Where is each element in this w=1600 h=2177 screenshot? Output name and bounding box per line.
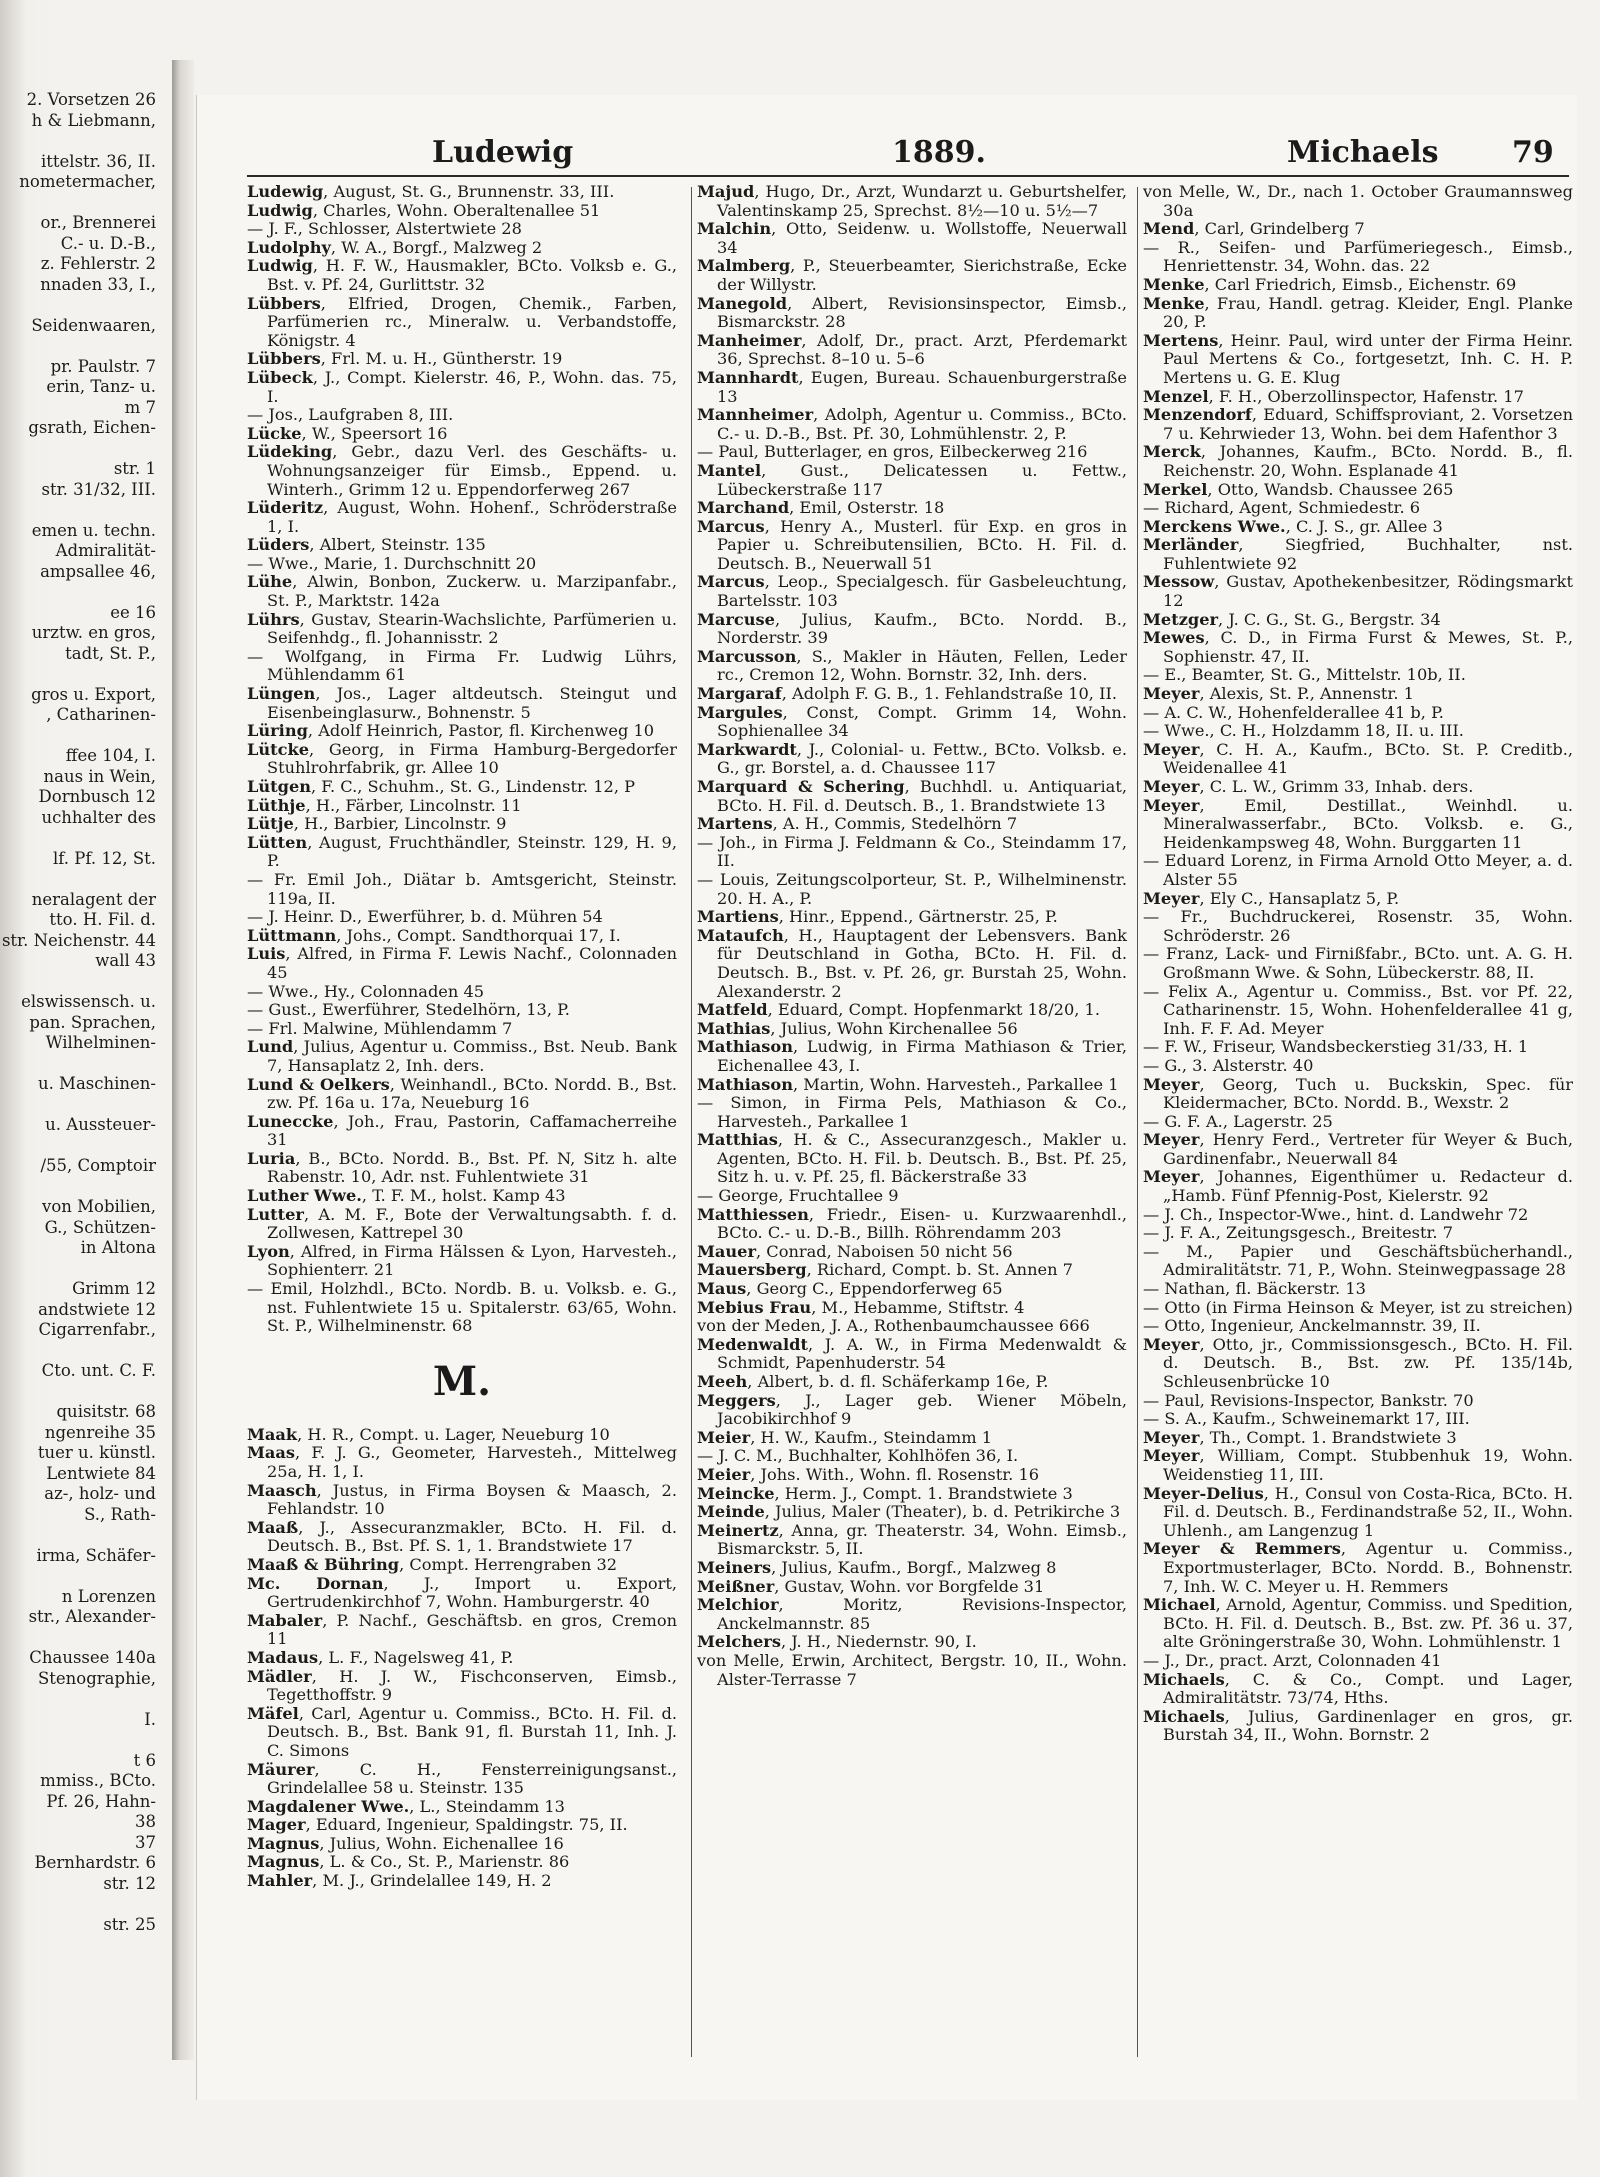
directory-entry: Mewes, C. D., in Firma Furst & Mewes, St. P., Sophienstr. 47, II. — [1143, 628, 1573, 666]
directory-entry: Michael, Arnold, Agentur, Commiss. und Spedition, BCto. H. Fil. d. Deutsch. B., Bst. zw. Pf. 36 u. 37, alte Gröningerstraße 30, Wohn. Lohmühlenstr. 1 — [1143, 1595, 1573, 1652]
prev-page-line: urztw. en gros, — [31, 623, 156, 642]
prev-page-line: 38 — [135, 1812, 156, 1831]
directory-page — [196, 95, 1577, 2100]
directory-entry: Meier, Johs. With., Wohn. fl. Rosenstr. 16 — [697, 1464, 1040, 1484]
prev-page-line: ngenreihe 35 — [44, 1422, 156, 1442]
prev-page-line: z. Fehlerstr. 2 — [40, 254, 156, 273]
directory-entry: — Frl. Malwine, Mühlendamm 7 — [247, 1018, 513, 1038]
directory-entry: Magnus, Julius, Wohn. Eichenallee 16 — [247, 1833, 564, 1853]
directory-entry: — G., 3. Alsterstr. 40 — [1143, 1055, 1314, 1075]
prev-page-line: u. Maschinen- — [37, 1074, 156, 1093]
directory-entry: — Eduard Lorenz, in Firma Arnold Otto Meyer, a. d. Alster 55 — [1143, 851, 1573, 889]
directory-entry: Mager, Eduard, Ingenieur, Spaldingstr. 75, II. — [247, 1815, 628, 1835]
prev-page-line: mmiss., BCto. — [40, 1771, 156, 1790]
prev-page-line: Chaussee 140a — [29, 1648, 156, 1667]
directory-entry: Marquard & Schering, Buchhdl. u. Antiquariat, BCto. H. Fil. d. Deutsch. B., 1. Brandstwiete 13 — [697, 777, 1127, 815]
prev-page-line: n Lorenzen — [61, 1586, 156, 1606]
directory-entry: Margaraf, Adolph F. G. B., 1. Fehlandstraße 10, II. — [697, 684, 1118, 704]
directory-entry: Merckens Wwe., C. J. S., gr. Allee 3 — [1143, 516, 1443, 536]
column-3-entries — [1143, 183, 1573, 1745]
header-left-keyword: Ludewig — [432, 135, 574, 170]
directory-entry: Meißner, Gustav, Wohn. vor Borgfelde 31 — [697, 1576, 1045, 1596]
directory-entry: Malchin, Otto, Seidenw. u. Wollstoffe, Neuerwall 34 — [697, 219, 1127, 257]
directory-entry: Michaels, Julius, Gardinenlager en gros, gr. Burstah 34, II., Wohn. Bornstr. 2 — [1143, 1706, 1573, 1745]
directory-entry: Lütje, H., Barbier, Lincolnstr. 9 — [247, 814, 507, 834]
directory-entry: — A. C. W., Hohenfelderallee 41 b, P. — [1143, 702, 1444, 722]
directory-entry: Lübeck, J., Compt. Kielerstr. 46, P., Wohn. das. 75, I. — [247, 367, 677, 406]
directory-entry: Mantel, Gust., Delicatessen u. Fettw., Lübeckerstraße 117 — [697, 460, 1127, 499]
directory-entry: — F. W., Friseur, Wandsbeckerstieg 31/33, H. 1 — [1143, 1037, 1529, 1057]
directory-entry: Menke, Frau, Handl. getrag. Kleider, Engl. Planke 20, P. — [1143, 293, 1573, 332]
directory-entry: Matthias, H. & C., Assecuranzgesch., Makler u. Agenten, BCto. H. Fil. b. Deutsch. B., Bst. Pf. 25, Sitz h. u. v. Pf. 25, fl. Bäckerstraße 33 — [697, 1130, 1127, 1187]
prev-page-line: Lentwiete 84 — [46, 1463, 156, 1483]
directory-entry: von der Meden, J. A., Rothenbaumchaussee 666 — [697, 1316, 1090, 1336]
prev-page-line: gros u. Export, — [31, 684, 156, 704]
directory-entry: Mend, Carl, Grindelberg 7 — [1143, 219, 1365, 239]
directory-entry: Mauer, Conrad, Naboisen 50 nicht 56 — [697, 1241, 1013, 1261]
prev-page-line: /55, Comptoir — [40, 1156, 156, 1175]
prev-page-line: quisitstr. 68 — [56, 1402, 156, 1421]
directory-entry: Lühe, Alwin, Bonbon, Zuckerw. u. Marzipanfabr., St. P., Marktstr. 142a — [247, 572, 677, 611]
directory-entry: Lübbers, Frl. M. u. H., Güntherstr. 19 — [247, 349, 563, 369]
directory-entry: Madaus, L. F., Nagelsweg 41, P. — [247, 1647, 514, 1667]
directory-entry: — S. A., Kaufm., Schweinemarkt 17, III. — [1143, 1409, 1470, 1429]
directory-entry: von Melle, Erwin, Architect, Bergstr. 10, II., Wohn. Alster-Terrasse 7 — [697, 1650, 1127, 1689]
prev-page-line: emen u. techn. — [31, 520, 156, 540]
prev-page-line: or., Brennerei — [40, 213, 156, 232]
directory-entry: Magdalener Wwe., L., Steindamm 13 — [247, 1796, 565, 1816]
directory-entry: Mäurer, C. H., Fensterreinigungsanst., Grindelallee 58 u. Steinstr. 135 — [247, 1759, 677, 1798]
directory-entry: Maak, H. R., Compt. u. Lager, Neueburg 10 — [247, 1424, 610, 1444]
directory-entry: Merkel, Otto, Wandsb. Chaussee 265 — [1143, 479, 1454, 499]
prev-page-line: tto. H. Fil. d. — [49, 910, 156, 929]
column-2 — [697, 183, 1127, 1689]
directory-entry: Marcuse, Julius, Kaufm., BCto. Nordd. B., Norderstr. 39 — [697, 609, 1127, 648]
directory-entry: Marchand, Emil, Osterstr. 18 — [697, 498, 945, 518]
header-rule — [247, 175, 1569, 177]
directory-entry: Meyer, C. L. W., Grimm 33, Inhab. ders. — [1143, 777, 1474, 796]
directory-entry: — Jos., Laufgraben 8, III. — [247, 405, 454, 425]
section-letter: M. — [432, 1357, 492, 1405]
prev-page-line: m 7 — [124, 397, 156, 417]
directory-entry: — Franz, Lack- und Firnißfabr., BCto. unt. A. G. H. Großmann Wwe. & Sohn, Lübeckerstr. 88, II. — [1143, 944, 1573, 982]
directory-entry: Luria, B., BCto. Nordd. B., Bst. Pf. N, Sitz h. alte Rabenstr. 10, Adr. nst. Fuhlentwiete 31 — [247, 1148, 677, 1187]
directory-entry: Malmberg, P., Steuerbeamter, Sierichstraße, Ecke der Willystr. — [697, 256, 1127, 294]
directory-entry: Lüders, Albert, Steinstr. 135 — [247, 535, 486, 555]
prev-page-line: Admiralität- — [55, 541, 156, 560]
directory-entry: Menzel, F. H., Oberzollinspector, Hafenstr. 17 — [1143, 386, 1524, 406]
prev-page-line: wall 43 — [95, 951, 156, 970]
directory-entry: — J. Ch., Inspector-Wwe., hint. d. Landwehr 72 — [1143, 1204, 1529, 1224]
prev-page-line: 2. Vorsetzen 26 — [26, 90, 156, 109]
prev-page-line: Bernhardstr. 6 — [34, 1853, 156, 1872]
directory-entry: — Paul, Revisions-Inspector, Bankstr. 70 — [1143, 1390, 1474, 1410]
prev-page-line: Dornbusch 12 — [38, 787, 156, 806]
directory-entry: — Wwe., Hy., Colonnaden 45 — [247, 981, 485, 1001]
prev-page-line: erin, Tanz- u. — [46, 377, 156, 396]
directory-entry: — Emil, Holzhdl., BCto. Nordb. B. u. Volksb. e. G., nst. Fuhlentwiete 15 u. Spitalerstr. 63/65, Wohn. St. P., Wilhelminenstr. 68 — [247, 1279, 677, 1336]
directory-entry: Mathiason, Martin, Wohn. Harvesteh., Parkallee 1 — [697, 1074, 1119, 1094]
page-number: 79 — [1512, 135, 1554, 170]
prev-page-line: 37 — [135, 1832, 156, 1852]
directory-entry: Meyer, Th., Compt. 1. Brandstwiete 3 — [1143, 1427, 1457, 1447]
directory-entry: Mc. Dornan, J., Import u. Export, Gertrudenkirchhof 7, Wohn. Hamburgerstr. 40 — [247, 1573, 678, 1612]
directory-entry: — Nathan, fl. Bäckerstr. 13 — [1143, 1279, 1366, 1299]
prev-page-line: uchhalter des — [41, 807, 156, 827]
directory-entry: Mäfel, Carl, Agentur u. Commiss., BCto. H. Fil. d. Deutsch. B., Bst. Bank 91, fl. Burstah 11, Inh. J. C. Simons — [247, 1703, 677, 1760]
prev-page-line: tadt, St. P., — [65, 643, 156, 663]
directory-entry: Ludewig, August, St. G., Brunnenstr. 33, III. — [247, 182, 615, 201]
directory-entry: Meyer, Georg, Tuch u. Buckskin, Spec. für Kleidermacher, BCto. Nordd. B., Wexstr. 2 — [1143, 1074, 1573, 1113]
directory-entry: — Otto, Ingenieur, Anckelmannstr. 39, II. — [1143, 1316, 1481, 1336]
prev-page-line: t 6 — [133, 1750, 156, 1770]
directory-entry: Maaß, J., Assecuranzmakler, BCto. H. Fil. d. Deutsch. B., Bst. Pf. S. 1, 1. Brandstwiete 17 — [247, 1517, 677, 1556]
directory-entry: Meier, H. W., Kaufm., Steindamm 1 — [697, 1427, 993, 1447]
directory-entry: Meyer-Delius, H., Consul von Costa-Rica, BCto. H. Fil. d. Deutsch. B., Ferdinandstraße 52, II., Wohn. Uhlenh., am Langenzug 1 — [1143, 1483, 1573, 1540]
prev-page-line: Cigarrenfabr., — [38, 1320, 156, 1339]
directory-entry: Meyer, William, Compt. Stubbenhuk 19, Wohn. Weidenstieg 11, III. — [1143, 1446, 1573, 1484]
directory-entry: Marcusson, S., Makler in Häuten, Fellen, Leder rc., Cremon 12, Wohn. Bornstr. 32, Inh. ders. — [697, 646, 1127, 685]
directory-entry: Mathias, Julius, Wohn Kirchenallee 56 — [697, 1018, 1018, 1038]
directory-entry: Maas, F. J. G., Geometer, Harvesteh., Mittelweg 25a, H. 1, I. — [247, 1443, 677, 1481]
directory-entry: — J. F. A., Zeitungsgesch., Breitestr. 7 — [1143, 1223, 1454, 1243]
directory-entry: — E., Beamter, St. G., Mittelstr. 10b, II. — [1143, 665, 1466, 685]
prev-page-line: , Catharinen- — [46, 705, 156, 724]
directory-entry: Lübbers, Elfried, Drogen, Chemik., Farben, Parfümerien rc., Mineralw. u. Verbandstoffe, Königstr. 4 — [247, 293, 677, 350]
directory-entry: Mathiason, Ludwig, in Firma Mathiason & Trier, Eichenallee 43, I. — [697, 1037, 1127, 1075]
prev-page-line: lf. Pf. 12, St. — [52, 848, 156, 868]
prev-page-line: G., Schützen- — [44, 1217, 156, 1237]
directory-entry: — Gust., Ewerführer, Stedelhörn, 13, P. — [247, 1000, 570, 1020]
prev-page-line: neralagent der — [31, 889, 156, 909]
directory-entry: — Richard, Agent, Schmiedestr. 6 — [1143, 498, 1421, 518]
directory-entry: Meinde, Julius, Maler (Theater), b. d. Petrikirche 3 — [697, 1502, 1121, 1522]
directory-entry: Melchers, J. H., Niedernstr. 90, I. — [697, 1632, 977, 1652]
prev-page-line: irma, Schäfer- — [36, 1545, 156, 1565]
column-2-entries — [697, 183, 1127, 1689]
prev-page-line: I. — [144, 1709, 156, 1729]
directory-entry: Ludwig, Charles, Wohn. Oberaltenallee 51 — [247, 200, 601, 220]
column-3 — [1143, 183, 1573, 1745]
prev-page-line: ffee 104, I. — [65, 746, 156, 765]
directory-entry: Luther Wwe., T. F. M., holst. Kamp 43 — [247, 1186, 566, 1206]
prev-page-line: az-, holz- und — [44, 1484, 156, 1503]
directory-entry: Metzger, J. C. G., St. G., Bergstr. 34 — [1143, 609, 1441, 629]
prev-page-line: von Mobilien, — [42, 1197, 156, 1216]
directory-entry: Meeh, Albert, b. d. fl. Schäferkamp 16e, P. — [697, 1372, 1049, 1391]
directory-entry: Meyer, Ely C., Hansaplatz 5, P. — [1143, 888, 1400, 908]
directory-entry: Maaß & Bühring, Compt. Herrengraben 32 — [247, 1554, 618, 1574]
directory-entry: Maasch, Justus, in Firma Boysen & Maasch, 2. Fehlandstr. 10 — [247, 1480, 677, 1519]
directory-entry: — J., Dr., pract. Arzt, Colonnaden 41 — [1143, 1650, 1442, 1670]
directory-entry: Majud, Hugo, Dr., Arzt, Wundarzt u. Geburtshelfer, Valentinskamp 25, Sprechst. 8½—10 u. 5½—7 — [697, 182, 1127, 220]
directory-entry: Lüdeking, Gebr., dazu Verl. des Geschäfts- u. Wohnungsanzeiger für Eimsb., Eppend. u. Winterh., Grimm 12 u. Eppendorferweg 267 — [247, 442, 677, 499]
directory-entry: Meyer, Otto, jr., Commissionsgesch., BCto. H. Fil. d. Deutsch. B., Bst. zw. Pf. 135/14b, Schleusenbrücke 10 — [1143, 1334, 1573, 1391]
directory-entry: Maus, Georg C., Eppendorferweg 65 — [697, 1279, 1003, 1299]
directory-entry: — R., Seifen- und Parfümeriegesch., Eimsb., Henriettenstr. 34, Wohn. das. 22 — [1143, 237, 1573, 276]
directory-entry: Martens, A. H., Commis, Stedelhörn 7 — [697, 814, 1018, 834]
directory-entry: Michaels, C. & Co., Compt. und Lager, Admiralitätstr. 73/74, Hths. — [1143, 1669, 1573, 1708]
directory-entry: Mebius Frau, M., Hebamme, Stiftstr. 4 — [697, 1297, 1025, 1317]
directory-entry: Meyer, Emil, Destillat., Weinhdl. u. Mineralwasserfabr., BCto. Volksb. e. G., Heidenkampsweg 48, Wohn. Burggarten 11 — [1143, 795, 1573, 852]
directory-entry: Magnus, L. & Co., St. P., Marienstr. 86 — [247, 1852, 570, 1872]
directory-entry: Mahler, M. J., Grindelallee 149, H. 2 — [247, 1871, 552, 1891]
directory-entry: Meggers, J., Lager geb. Wiener Möbeln, Jacobikirchhof 9 — [697, 1390, 1127, 1429]
prev-page-line: h & Liebmann, — [31, 110, 156, 130]
column-divider — [1137, 187, 1138, 2057]
directory-entry: Matfeld, Eduard, Compt. Hopfenmarkt 18/20, 1. — [697, 1000, 1101, 1020]
directory-entry: Meyer & Remmers, Agentur u. Commiss., Exportmusterlager, BCto. Nordd. B., Bohnenstr. 7, Inh. W. C. Meyer u. H. Remmers — [1143, 1539, 1573, 1596]
directory-entry: Lührs, Gustav, Stearin-Wachslichte, Parfümerien u. Seifenhdg., fl. Johannisstr. 2 — [247, 609, 677, 648]
prev-page-line: Grimm 12 — [72, 1279, 156, 1298]
directory-entry: — George, Fruchtallee 9 — [697, 1186, 899, 1206]
directory-entry: Lütcke, Georg, in Firma Hamburg-Bergedorfer Stuhlrohrfabrik, gr. Allee 10 — [247, 739, 677, 778]
directory-entry: — Otto (in Firma Heinson & Meyer, ist zu streichen) — [1143, 1297, 1573, 1317]
directory-entry: Mataufch, H., Hauptagent der Lebensvers. Bank für Deutschland in Gotha, BCto. H. Fil. d. Deutsch. B., Bst. v. Pf. 26, gr. Burstah 25, Wohn. Alexanderstr. 2 — [697, 925, 1127, 1001]
prev-page-line: str., Alexander- — [28, 1607, 156, 1626]
directory-entry: Mauersberg, Richard, Compt. b. St. Annen 7 — [697, 1260, 1073, 1280]
prev-page-line: elswissensch. u. — [21, 992, 156, 1011]
prev-page-line: Seidenwaaren, — [31, 315, 156, 335]
directory-entry: — Fr., Buchdruckerei, Rosenstr. 35, Wohn. Schröderstr. 26 — [1143, 907, 1573, 945]
column-1 — [247, 183, 677, 1891]
directory-entry: Lüring, Adolf Heinrich, Pastor, fl. Kirchenweg 10 — [247, 721, 655, 741]
prev-page-line: str. 12 — [103, 1873, 156, 1893]
previous-page-fragment — [0, 90, 170, 2000]
prev-page-line: u. Aussteuer- — [45, 1115, 156, 1134]
directory-entry: — M., Papier und Geschäftsbücherhandl., Admiralitätstr. 71, P., Wohn. Steinwegpassage 28 — [1143, 1241, 1573, 1280]
directory-entry: Lüngen, Jos., Lager altdeutsch. Steingut und Eisenbeinglasurw., Bohnenstr. 5 — [247, 684, 677, 722]
directory-entry: Ludolphy, W. A., Borgf., Malzweg 2 — [247, 237, 543, 257]
prev-page-line: Wilhelminen- — [45, 1033, 156, 1052]
directory-entry: Luis, Alfred, in Firma F. Lewis Nachf., Colonnaden 45 — [247, 944, 677, 982]
prev-page-line: str. 31/32, III. — [41, 479, 156, 499]
header-right-keyword: Michaels — [1287, 135, 1439, 170]
prev-page-line: pan. Sprachen, — [29, 1012, 156, 1032]
directory-entry: — Fr. Emil Joh., Diätar b. Amtsgericht, Steinstr. 119a, II. — [247, 869, 677, 908]
directory-entry: Markwardt, J., Colonial- u. Fettw., BCto. Volksb. e. G., gr. Borstel, a. d. Chaussee 117 — [697, 739, 1127, 778]
directory-entry: — G. F. A., Lagerstr. 25 — [1143, 1111, 1333, 1131]
directory-entry: — J. Heinr. D., Ewerführer, b. d. Mühren 54 — [247, 907, 603, 927]
directory-entry: Mannheimer, Adolph, Agentur u. Commiss., BCto. C.- u. D.-B., Bst. Pf. 30, Lohmühlenstr. 2, P. — [697, 405, 1127, 443]
directory-entry: Meinertz, Anna, gr. Theaterstr. 34, Wohn. Eimsb., Bismarckstr. 5, II. — [697, 1520, 1127, 1559]
directory-entry: Lüthje, H., Färber, Lincolnstr. 11 — [247, 795, 522, 815]
prev-page-line: in Altona — [80, 1238, 156, 1257]
directory-entry: von Melle, W., Dr., nach 1. October Graumannsweg 30a — [1143, 182, 1573, 220]
directory-entry: Lütten, August, Fruchthändler, Steinstr. 129, H. 9, P. — [247, 832, 677, 871]
prev-page-line: S., Rath- — [84, 1504, 156, 1524]
directory-entry: Menke, Carl Friedrich, Eimsb., Eichenstr. 69 — [1143, 274, 1517, 294]
directory-entry: — J. F., Schlosser, Alstertwiete 28 — [247, 219, 522, 239]
prev-page-line: Stenographie, — [37, 1668, 156, 1688]
directory-entry: Meincke, Herm. J., Compt. 1. Brandstwiete 3 — [697, 1483, 1073, 1503]
directory-entry: Mannhardt, Eugen, Bureau. Schauenburgerstraße 13 — [697, 367, 1127, 406]
directory-entry: Mädler, H. J. W., Fischconserven, Eimsb., Tegetthoffstr. 9 — [247, 1666, 677, 1705]
directory-entry: Ludwig, H. F. W., Hausmakler, BCto. Volksb e. G., Bst. v. Pf. 24, Gurlittstr. 32 — [247, 256, 677, 294]
directory-entry: — Wwe., Marie, 1. Durchschnitt 20 — [247, 553, 537, 573]
directory-entry: Lund, Julius, Agentur u. Commiss., Bst. Neub. Bank 7, Hansaplatz 2, Inh. ders. — [247, 1037, 677, 1075]
directory-entry: — Felix A., Agentur u. Commiss., Bst. vor Pf. 22, Catharinenstr. 15, Wohn. Hohenfelderallee 41 g, Inh. F. F. Ad. Meyer — [1143, 981, 1573, 1038]
prev-page-line: str. 25 — [103, 1914, 156, 1934]
column-divider — [691, 187, 692, 2057]
directory-entry: Lücke, W., Speersort 16 — [247, 423, 448, 443]
prev-page-line: ittelstr. 36, II. — [40, 151, 156, 171]
book-gutter — [172, 60, 194, 2060]
directory-entry: — Simon, in Firma Pels, Mathiason & Co., Harvesteh., Parkallee 1 — [697, 1093, 1127, 1131]
prev-page-line: str. Neichenstr. 44 — [1, 930, 156, 950]
column-1-entries-m — [247, 1426, 677, 1891]
prev-page-line: nnaden 33, I., — [40, 274, 156, 294]
directory-entry: Meyer, C. H. A., Kaufm., BCto. St. P. Creditb., Weidenallee 41 — [1143, 739, 1573, 778]
prev-page-line: str. 1 — [113, 459, 156, 478]
running-head — [247, 135, 1567, 169]
prev-page-line: C.- u. D.-B., — [60, 233, 156, 253]
column-1-entries-l — [247, 183, 677, 1336]
directory-entry: — Joh., in Firma J. Feldmann & Co., Steindamm 17, II. — [697, 832, 1127, 871]
directory-entry: — J. C. M., Buchhalter, Kohlhöfen 36, I. — [697, 1446, 1019, 1466]
directory-entry: Manegold, Albert, Revisionsinspector, Eimsb., Bismarckstr. 28 — [697, 293, 1127, 332]
prev-page-line: ampsallee 46, — [40, 561, 156, 581]
directory-entry: Merländer, Siegfried, Buchhalter, nst. Fuhlentwiete 92 — [1143, 535, 1573, 573]
directory-entry: — Wwe., C. H., Holzdamm 18, II. u. III. — [1143, 721, 1464, 741]
prev-page-line: naus in Wein, — [43, 766, 156, 786]
directory-entry: Manheimer, Adolf, Dr., pract. Arzt, Pferdemarkt 36, Sprechst. 8–10 u. 5–6 — [697, 330, 1127, 369]
prev-page-line: gsrath, Eichen- — [28, 418, 156, 437]
directory-entry: Menzendorf, Eduard, Schiffsproviant, 2. Vorsetzen 7 u. Kehrwieder 13, Wohn. bei dem Hafenthor 3 — [1143, 405, 1573, 443]
prev-page-line: andstwiete 12 — [38, 1299, 156, 1319]
directory-entry: Meiners, Julius, Kaufm., Borgf., Malzweg 8 — [697, 1557, 1057, 1577]
prev-page-line: nometermacher, — [19, 172, 156, 191]
directory-entry: Lüttmann, Johs., Compt. Sandthorquai 17, I. — [247, 925, 621, 945]
prev-page-line: tuer u. künstl. — [37, 1443, 156, 1462]
directory-entry: Messow, Gustav, Apothekenbesitzer, Rödingsmarkt 12 — [1143, 572, 1573, 611]
directory-entry: Lund & Oelkers, Weinhandl., BCto. Nordd. B., Bst. zw. Pf. 16a u. 17a, Neueburg 16 — [247, 1074, 677, 1113]
directory-entry: Mabaler, P. Nachf., Geschäftsb. en gros, Cremon 11 — [247, 1610, 677, 1649]
directory-entry: Melchior, Moritz, Revisions-Inspector, Anckelmannstr. 85 — [697, 1595, 1127, 1633]
directory-entry: Meyer, Henry Ferd., Vertreter für Weyer & Buch, Gardinenfabr., Neuerwall 84 — [1143, 1130, 1573, 1168]
directory-entry: Merck, Johannes, Kaufm., BCto. Nordd. B., fl. Reichenstr. 20, Wohn. Esplanade 41 — [1143, 442, 1573, 480]
prev-page-line: Cto. unt. C. F. — [41, 1361, 156, 1380]
directory-entry: Medenwaldt, J. A. W., in Firma Medenwaldt & Schmidt, Papenhuderstr. 54 — [697, 1334, 1127, 1373]
directory-entry: Lyon, Alfred, in Firma Hälssen & Lyon, Harvesteh., Sophienterr. 21 — [247, 1241, 677, 1280]
prev-page-line: ee 16 — [110, 602, 156, 622]
directory-entry: Lüderitz, August, Wohn. Hohenf., Schröderstraße 1, I. — [247, 498, 677, 536]
directory-entry: Marcus, Leop., Specialgesch. für Gasbeleuchtung, Bartelsstr. 103 — [697, 572, 1127, 611]
directory-entry: Martiens, Hinr., Eppend., Gärtnerstr. 25, P. — [697, 907, 1058, 927]
directory-entry: Margules, Const, Compt. Grimm 14, Wohn. Sophienallee 34 — [697, 702, 1127, 741]
directory-entry: Matthiessen, Friedr., Eisen- u. Kurzwaarenhdl., BCto. C.- u. D.-B., Billh. Röhrendamm 203 — [697, 1204, 1127, 1243]
prev-page-line: Pf. 26, Hahn- — [46, 1791, 156, 1811]
directory-entry: Lutter, A. M. F., Bote der Verwaltungsabth. f. d. Zollwesen, Kattrepel 30 — [247, 1204, 677, 1243]
directory-entry: Mertens, Heinr. Paul, wird unter der Firma Heinr. Paul Mertens & Co., fortgesetzt, Inh. C. H. P. Mertens u. G. E. Klug — [1143, 330, 1573, 387]
directory-entry: Meyer, Alexis, St. P., Annenstr. 1 — [1143, 684, 1414, 704]
directory-entry: Luneccke, Joh., Frau, Pastorin, Caffamacherreihe 31 — [247, 1111, 677, 1150]
directory-entry: Marcus, Henry A., Musterl. für Exp. en gros in Papier u. Schreibutensilien, BCto. H. Fil. d. Deutsch. B., Neuerwall 51 — [697, 516, 1127, 573]
directory-entry: — Louis, Zeitungscolporteur, St. P., Wilhelminenstr. 20. H. A., P. — [697, 869, 1127, 908]
directory-entry: — Wolfgang, in Firma Fr. Ludwig Lührs, Mühlendamm 61 — [247, 646, 677, 685]
directory-entry: Meyer, Johannes, Eigenthümer u. Redacteur d. „Hamb. Fünf Pfennig-Post, Kielerstr. 92 — [1143, 1167, 1573, 1206]
prev-page-line: pr. Paulstr. 7 — [50, 356, 156, 376]
directory-entry: — Paul, Butterlager, en gros, Eilbeckerweg 216 — [697, 442, 1088, 462]
header-year: 1889. — [892, 135, 986, 170]
directory-entry: Lütgen, F. C., Schuhm., St. G., Lindenstr. 12, P — [247, 777, 636, 796]
